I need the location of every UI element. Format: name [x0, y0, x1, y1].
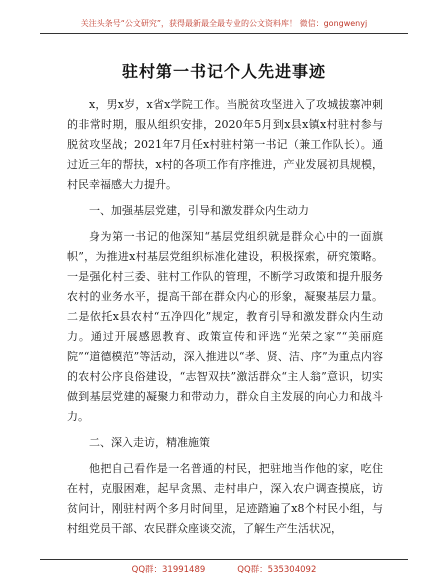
bottom-divider: [40, 559, 408, 560]
section2-paragraph: 他把自己看作是一名普通的村民，把驻地当作他的家，吃住在村，克服困难，起早贪黑、走村串户，深入农户调查摸底，访贫问计，刚驻村两个多月时间里，足迹踏遍了x8个村民小组，与村组党员干部、农民群众座谈交流，了解生产生活状况，: [67, 462, 383, 535]
footer-qq-group-1: QQ群：31991489: [131, 565, 206, 575]
section1-paragraph: 身为第一书记的他深知“基层党组织就是群众心中的一面旗帜”，为推进x村基层党组织标准化建设，积极探索，研究策略。一是强化村三委、驻村工作队的管理，不断学习政策和提升服务农村的业务水平，提高干部在群众内心的形象，凝聚基层力量。二是依托x县农村“五净四化”规定，教育引导和激发群众内生动力。通过开展感恩教育、政策宣传和评选“光荣之家”“美丽庭院”“道德模范”等活动，深入推进以“孝、贤、洁、序”为重点内容的农村公序良俗建设，“志智双扶”激活群众“主人翁”意识，切实做到基层党建的凝聚力和带动力，群众自主发展的向心力和战斗力。: [67, 230, 383, 423]
document-body: [67, 95, 383, 539]
footer-qq-group-2: QQ群：535304092: [237, 565, 317, 575]
document-title: 驻村第一书记个人先进事迹: [121, 62, 326, 81]
footer: [0, 563, 448, 575]
top-divider: [40, 33, 408, 34]
top-banner: 关注头条号“公文研究”，获得最新最全最专业的公文资料库！ 微信：gongwenyj: [80, 19, 368, 28]
intro-paragraph: x，男x岁，x省x学院工作。当脱贫攻坚进入了攻城拔寨冲刺的非常时期，服从组织安排，2020年5月到x县x镇x村驻村参与脱贫攻坚战；2021年7月任x村驻村第一书记（兼工作队长）。通过近三年的帮扶，x村的各项工作有序推进，产业发展初具规模，村民幸福感大力提升。: [67, 98, 383, 191]
section-heading-1: 一、加强基层党建，引导和激发群众内生动力: [89, 204, 309, 217]
section-heading-2: 二、深入走访，精准施策: [89, 436, 210, 449]
